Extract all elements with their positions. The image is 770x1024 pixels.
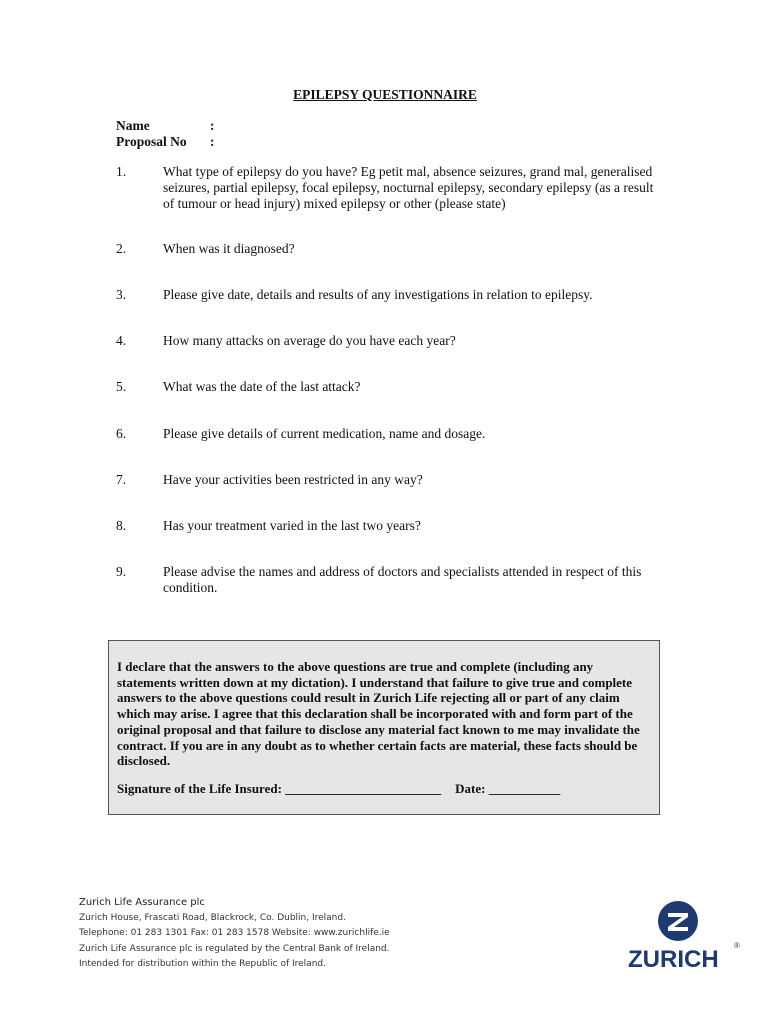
date-label: Date: ___________ [455,781,561,796]
question-number: 2. [116,241,127,256]
question-text: What type of epilepsy do you have? Eg petit mal, absence seizures, grand mal, generalised seizures, partial epilepsy, focal epilepsy, nocturnal epilepsy, secondary epilepsy (as a result of tumour or head injury) mixed epilepsy or other (please state) [163,164,654,211]
footer-regulation: Zurich Life Assurance plc is regulated by the Central Bank of Ireland. [79,943,390,954]
question-number: 1. [116,164,127,179]
footer-distribution: Intended for distribution within the Republic of Ireland. [79,959,326,969]
question-text: Please advise the names and address of doctors and specialists attended in respect of this condition. [163,564,642,595]
question-text: Has your treatment varied in the last two years? [163,518,421,533]
footer-address: Zurich House, Frascati Road, Blackrock, Co. Dublin, Ireland. [79,912,346,923]
question-number: 7. [116,472,127,487]
name-separator: : [210,118,215,133]
question-text: What was the date of the last attack? [163,379,361,394]
signature-label: Signature of the Life Insured: ________________________ [117,781,442,796]
zurich-emblem-icon [658,901,698,941]
question-number: 3. [116,287,127,302]
question-number: 9. [116,564,127,579]
question-text: How many attacks on average do you have each year? [163,333,456,348]
name-label: Name [116,118,150,133]
question-text: Please give date, details and results of any investigations in relation to epilepsy. [163,287,593,302]
question-number: 6. [116,426,127,441]
declaration-box [108,640,660,815]
proposal-no-label: Proposal No [116,134,187,149]
question-text: Please give details of current medication, name and dosage. [163,426,486,441]
footer-contact: Telephone: 01 283 1301 Fax: 01 283 1578 Website: www.zurichlife.ie [79,928,390,938]
proposal-no-separator: : [210,134,215,149]
name-field [116,118,215,134]
question-number: 8. [116,518,127,533]
declaration-text: I declare that the answers to the above questions are true and complete (including any statements written down at my dictation). I understand that failure to give true and complete answers to the above questions could result in Zurich Life rejecting all or part of any claim which may arise. I agree that this declaration shall be incorporated with and form part of the original proposal and that failure to disclose any material fact known to me may invalidate the contract. If you are in any doubt as to whether certain facts are material, these facts should be disclosed. [117,659,640,769]
zurich-logo [624,900,744,972]
document-title: EPILEPSY QUESTIONNAIRE [293,87,477,102]
signature-line [117,781,560,797]
footer-company: Zurich Life Assurance plc [79,897,205,908]
question-number: 4. [116,333,127,348]
registered-mark: ® [734,941,740,950]
zurich-wordmark: ZURICH [628,946,719,972]
question-text: Have your activities been restricted in any way? [163,472,423,487]
proposal-no-field [116,134,215,150]
question-number: 5. [116,379,127,394]
footer [79,895,390,973]
question-text: When was it diagnosed? [163,241,295,256]
